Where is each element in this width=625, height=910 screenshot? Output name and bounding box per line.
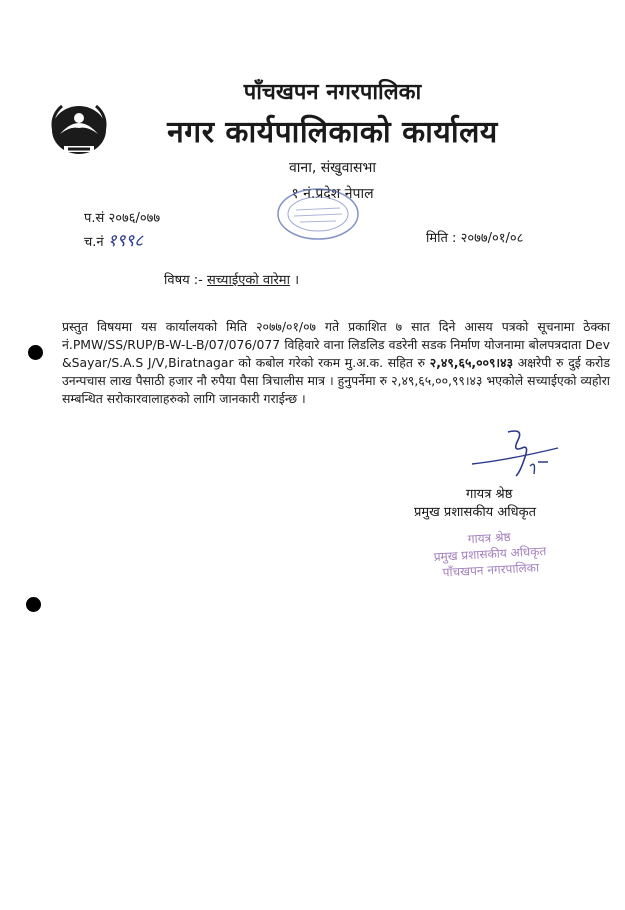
punch-hole — [26, 597, 41, 612]
body-text-1: प्रस्तुत विषयमा यस कार्यालयको मिति २०७७/०१/०७ गते प्रकाशित ७ सात दिने आसय पत्रको सूचनामा ठेक्का नं.PMW/SS/RUP/B-W-L-B/07/076/077 विहिवारे वाना लिडलिड वडरेनी सडक निर्माण योजनामा बोलपत्रदाता Dev &Sayar/S.A.S J/V,Biratnagar को कबोल गरेको रकम मु.अ.क. सहित रु — [62, 319, 610, 370]
office-seal-icon — [270, 186, 366, 242]
stamp-line-2: प्रमुख प्रशासकीय अधिकृत — [433, 544, 547, 564]
office-address: वाना, संखुवासभा — [289, 160, 376, 176]
reference-cn — [84, 228, 143, 251]
body-amount: २,४९,६५,००९।४३ — [429, 355, 514, 370]
reference-ps — [84, 208, 160, 226]
subject-label: विषय :- — [164, 273, 203, 288]
date-value: २०७७/०१/०८ — [460, 231, 524, 246]
subject-end: । — [294, 273, 300, 288]
date-label: मिति : — [426, 231, 457, 246]
ps-label: प.सं — [84, 211, 105, 226]
province-name: १ नं.प्रदेश नेपाल — [291, 186, 374, 202]
signatory-name: गायत्र श्रेष्ठ — [466, 487, 513, 502]
official-stamp — [399, 525, 581, 582]
stamp-line-1: गायत्र श्रेष्ठ — [467, 529, 511, 547]
municipality-name: पाँचखपन नगरपालिका — [243, 80, 422, 105]
punch-hole — [28, 345, 43, 360]
subject-text: सच्याईएको वारेमा — [207, 273, 290, 288]
ps-value: २०७६/०७७ — [108, 211, 161, 226]
signatory-title: प्रमुख प्रशासकीय अधिकृत — [414, 505, 537, 520]
letter-date — [426, 228, 523, 246]
stamp-line-3: पाँचखपन नगरपालिका — [442, 560, 540, 580]
body-text-2: अक्षरेपी रु दुई करोड उनन्पचास लाख पैसाठी हजार नौ रुपैया पैसा त्रिचालीस मात्र । हुनुपर्नेमा रु २,४९,६५,००,९९।४३ भएकोले सच्याईएको व्यहोरा सम्बन्धित सरोकारवालाहरुको लागि जानकारी गराईन्छ । — [62, 355, 610, 406]
office-name: नगर कार्यपालिकाको कार्यालय — [167, 115, 498, 150]
cn-label: च.नं — [84, 235, 104, 250]
signature-icon — [468, 426, 564, 482]
body-paragraph — [62, 318, 610, 408]
letter-body — [62, 318, 610, 408]
subject-line — [164, 270, 299, 288]
cn-value: १९९८ — [107, 231, 144, 251]
